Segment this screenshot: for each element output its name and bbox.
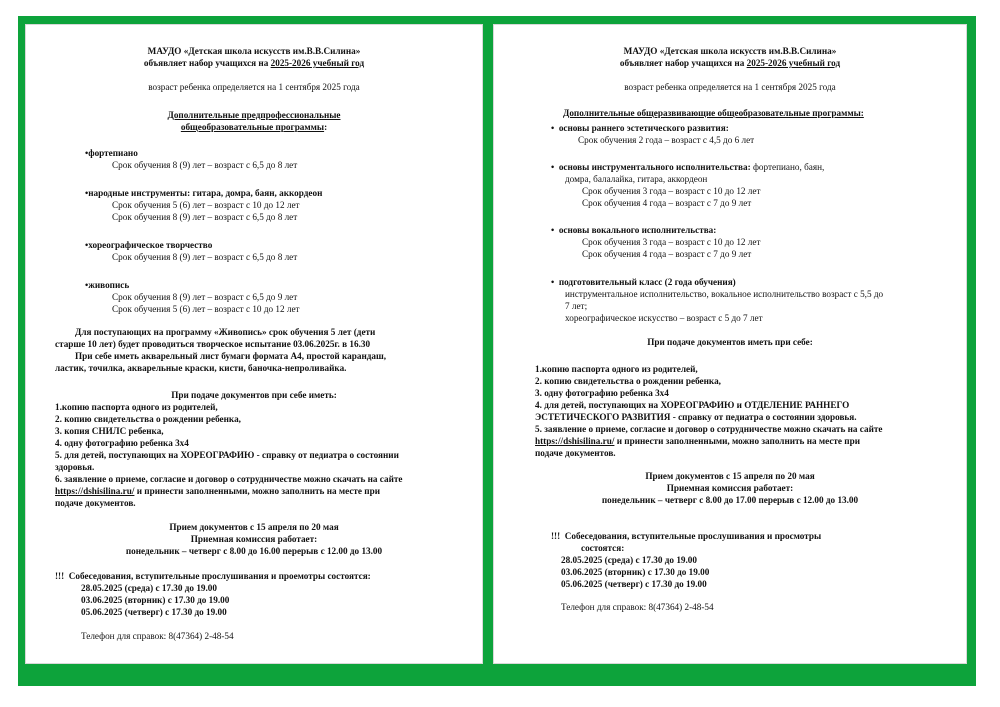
program-item: • основы вокального исполнительства:: [551, 225, 717, 235]
bullet-icon: •: [551, 277, 555, 287]
right-document-page: [493, 24, 967, 664]
program-detail: инструментальное исполнительство, вокальное исполнительство возраст с 5,5 до: [565, 289, 884, 299]
bullet-icon: •: [85, 148, 89, 158]
program-detail: 7 лет;: [565, 301, 588, 311]
exam-note-line: При себе иметь акварельный лист бумаги формата А4, простой карандаш,: [75, 351, 387, 361]
doc-link-line: https://dshisilina.ru/ и принести заполненными, можно заполнить на месте при: [535, 436, 861, 446]
doc-item: 1.копию паспорта одного из родителей,: [55, 402, 218, 412]
intake-line: Приемная комиссия работает:: [666, 483, 794, 493]
program-term: Срок обучения 8 (9) лет – возраст с 6,5 до 8 лет: [112, 252, 298, 262]
exam-note-line: Для поступающих на программу «Живопись» срок обучения 5 лет (дети: [75, 327, 376, 337]
doc-item: 5. заявление о приеме, согласие и договор о сотрудничестве можно скачать на сайте: [535, 424, 883, 434]
age-note: возраст ребенка определяется на 1 сентября 2025 года: [148, 82, 360, 92]
bullet-icon: •: [85, 240, 89, 250]
intake-line: Прием документов с 15 апреля по 20 мая: [645, 471, 815, 481]
doc-item: 3. одну фотографию ребенка 3х4: [535, 388, 669, 398]
doc-item: 3. копия СНИЛС ребенка,: [55, 426, 164, 436]
announce-line: объявляет набор учащихся на 2025-2026 учебный год: [143, 58, 365, 68]
programs-title: Дополнительные предпрофессиональные: [167, 110, 341, 120]
program-item: •хореографическое творчество: [85, 240, 213, 250]
programs-title: Дополнительные общеразвивающие общеобразовательные программы:: [563, 108, 864, 118]
interview-date: 03.06.2025 (вторник) с 17.30 до 19.00: [81, 595, 230, 605]
org-title: МАУДО «Детская школа искусств им.В.В.Силина»: [623, 46, 837, 56]
interview-date: 05.06.2025 (четверг) с 17.30 до 19.00: [81, 607, 227, 617]
doc-item: 4. для детей, поступающих на ХОРЕОГРАФИЮ и ОТДЕЛЕНИЕ РАННЕГО: [535, 400, 850, 410]
doc-link-line: https://dshisilina.ru/ и принести заполненными, можно заполнить на месте при: [55, 486, 381, 496]
docs-title: При подаче документов при себе иметь:: [171, 390, 337, 400]
program-term: Срок обучения 4 года – возраст с 7 до 9 лет: [582, 198, 752, 208]
program-item: • основы инструментального исполнительства: фортепиано, баян,: [551, 162, 825, 172]
doc-item: подаче документов.: [55, 498, 136, 508]
interview-date: 28.05.2025 (среда) с 17.30 до 19.00: [81, 583, 217, 593]
interview-date: 03.06.2025 (вторник) с 17.30 до 19.00: [561, 567, 710, 577]
intake-line: Приемная комиссия работает:: [190, 534, 318, 544]
doc-item: подаче документов.: [535, 448, 616, 458]
phone-line: Телефон для справок: 8(47364) 2-48-54: [561, 602, 714, 612]
age-note: возраст ребенка определяется на 1 сентября 2025 года: [624, 82, 836, 92]
program-item: •фортепиано: [85, 148, 138, 158]
intake-hours: понедельник – четверг с 8.00 до 16.00 перерыв с 12.00 до 13.00: [125, 546, 383, 556]
doc-item: 2. копию свидетельства о рождении ребенка,: [55, 414, 241, 424]
program-term: Срок обучения 4 года – возраст с 7 до 9 лет: [582, 249, 752, 259]
bullet-icon: •: [551, 162, 555, 172]
program-term: Срок обучения 2 года – возраст с 4,5 до 6 лет: [578, 135, 755, 145]
program-term: Срок обучения 8 (9) лет – возраст с 6,5 до 9 лет: [112, 292, 298, 302]
school-year: 2025-2026 учебный год: [746, 58, 841, 68]
doc-item: здоровья.: [55, 462, 95, 472]
interviews-title-cont: состоятся:: [581, 543, 625, 553]
program-detail: домра, балалайка, гитара, аккордеон: [565, 174, 708, 184]
doc-item: 1.копию паспорта одного из родителей,: [535, 364, 698, 374]
program-term: Срок обучения 8 (9) лет – возраст с 6,5 до 8 лет: [112, 212, 298, 222]
doc-item: 2. копию свидетельства о рождении ребенка,: [535, 376, 721, 386]
programs-title-2: общеобразовательные программы:: [180, 122, 328, 132]
program-term: Срок обучения 8 (9) лет – возраст с 6,5 до 8 лет: [112, 160, 298, 170]
program-item: •народные инструменты: гитара, домра, баян, аккордеон: [85, 188, 323, 198]
bullet-icon: •: [85, 280, 89, 290]
announce-line: объявляет набор учащихся на 2025-2026 учебный год: [619, 58, 841, 68]
site-link[interactable]: https://dshisilina.ru/: [535, 436, 615, 446]
program-term: Срок обучения 3 года – возраст с 10 до 12 лет: [582, 237, 761, 247]
doc-item: 6. заявление о приеме, согласие и договор о сотрудничестве можно скачать на сайте: [55, 474, 403, 484]
intake-line: Прием документов с 15 апреля по 20 мая: [169, 522, 339, 532]
docs-title: При подаче документов иметь при себе:: [647, 337, 813, 347]
interviews-title: !!! Собеседования, вступительные прослушивания и просмотры: [551, 531, 822, 541]
bullet-icon: •: [551, 225, 555, 235]
site-link[interactable]: https://dshisilina.ru/: [55, 486, 135, 496]
program-item: •живопись: [85, 280, 130, 290]
intake-hours: понедельник – четверг с 8.00 до 17.00 перерыв с 12.00 до 13.00: [601, 495, 859, 505]
program-item: • основы раннего эстетического развития:: [551, 123, 729, 133]
program-term: Срок обучения 3 года – возраст с 10 до 12 лет: [582, 186, 761, 196]
program-item: • подготовительный класс (2 года обучения): [551, 277, 736, 287]
program-term: Срок обучения 5 (6) лет – возраст с 10 до 12 лет: [112, 200, 300, 210]
program-term: Срок обучения 5 (6) лет – возраст с 10 до 12 лет: [112, 304, 300, 314]
left-document-page: [25, 24, 483, 664]
interview-date: 05.06.2025 (четверг) с 17.30 до 19.00: [561, 579, 707, 589]
doc-item: ЭСТЕТИЧЕСКОГО РАЗВИТИЯ - справку от педиатра о состоянии здоровья.: [535, 412, 857, 422]
exam-note-line: ластик, точилка, акварельные краски, кисти, баночка-непроливайка.: [55, 363, 347, 373]
phone-line: Телефон для справок: 8(47364) 2-48-54: [81, 631, 234, 641]
school-year: 2025-2026 учебный год: [270, 58, 365, 68]
exclamation-mark: !!!: [551, 531, 561, 541]
program-detail: хореографическое искусство – возраст с 5 до 7 лет: [565, 313, 763, 323]
org-title: МАУДО «Детская школа искусств им.В.В.Силина»: [147, 46, 361, 56]
bullet-icon: •: [85, 188, 89, 198]
doc-item: 4. одну фотографию ребенка 3х4: [55, 438, 189, 448]
exclamation-mark: !!!: [55, 571, 65, 581]
bullet-icon: •: [551, 123, 555, 133]
interview-date: 28.05.2025 (среда) с 17.30 до 19.00: [561, 555, 697, 565]
exam-note-line: старше 10 лет) будет проводиться творческое испытание 03.06.2025г. в 16.30: [55, 339, 371, 349]
doc-item: 5. для детей, поступающих на ХОРЕОГРАФИЮ - справку от педиатра о состоянии: [55, 450, 399, 460]
interviews-title: !!! Собеседования, вступительные прослушивания и проемотры состоятся:: [55, 571, 371, 581]
